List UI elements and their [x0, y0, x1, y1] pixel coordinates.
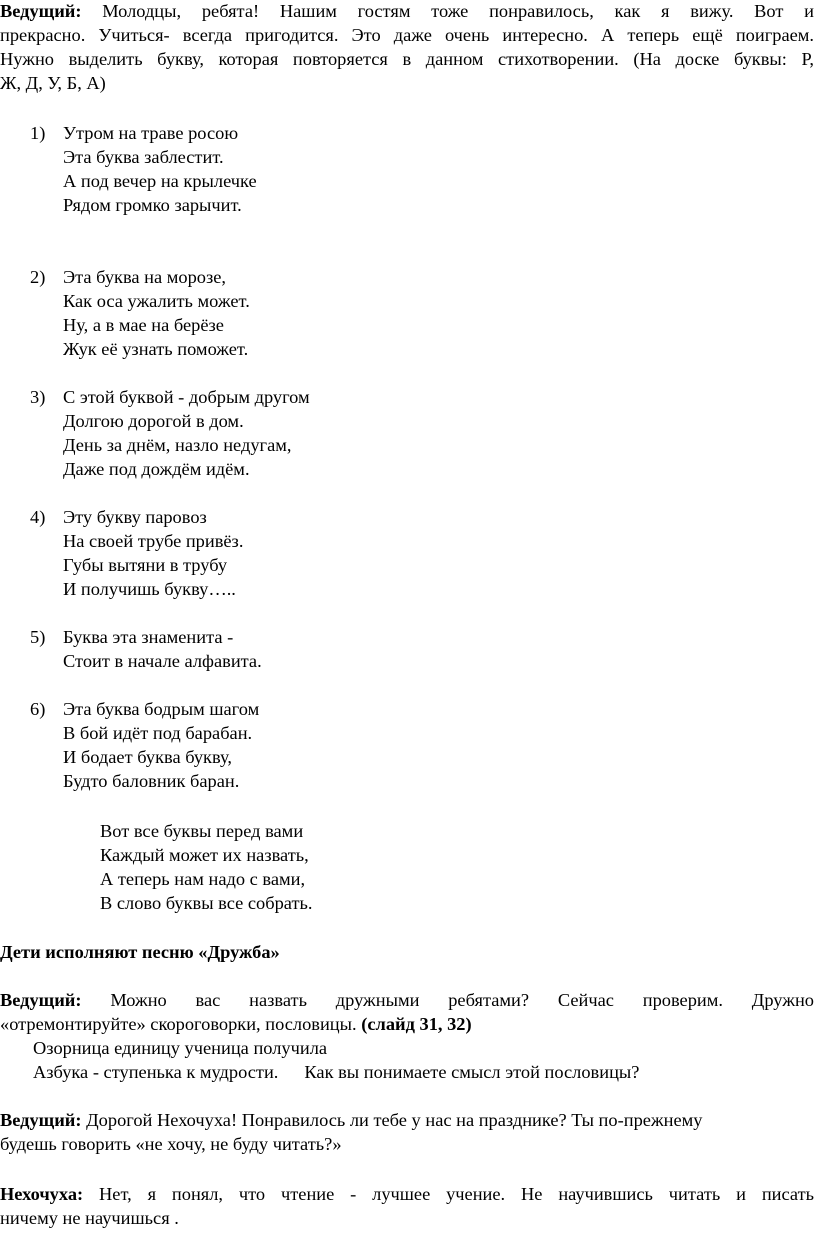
verse-line: В слово буквы все собрать.	[100, 893, 313, 913]
block3-line-1	[0, 1109, 702, 1131]
verse-line: Каждый может их назвать,	[100, 845, 309, 865]
riddle-line: Эту букву паровоз	[63, 507, 207, 527]
intro-line-1	[0, 0, 814, 22]
proverb-2	[33, 1061, 639, 1083]
riddle-line: Рядом громко зарычит.	[63, 195, 242, 215]
block2-text: Можно вас назвать дружными ребятами? Сейчас проверим. Дружно	[110, 990, 814, 1010]
riddle-line: Утром на траве росою	[63, 123, 239, 143]
verse-line: Вот все буквы перед вами	[100, 821, 304, 841]
slide-reference: (слайд 31, 32)	[361, 1014, 472, 1034]
speaker-label: Нехочуха:	[0, 1184, 84, 1204]
speaker-label: Ведущий:	[0, 1, 82, 21]
riddle-line: Жук её узнать поможет.	[63, 339, 249, 359]
riddle-line: Будто баловник баран.	[63, 771, 240, 791]
block2-line-1	[0, 989, 814, 1011]
riddle-line: Стоит в начале алфавита.	[63, 651, 262, 671]
riddle-line: А под вечер на крылечке	[63, 171, 257, 191]
riddle-number: 5)	[30, 627, 46, 647]
riddle-line: Эта буква заблестит.	[63, 147, 224, 167]
riddle-number: 6)	[30, 699, 46, 719]
intro-line-2: прекрасно. Учиться- всегда пригодится. Это даже очень интересно. А теперь ещё поиграем.	[0, 25, 814, 45]
riddle-line: Ну, а в мае на берёзе	[63, 315, 224, 335]
riddle-line: В бой идёт под барабан.	[63, 723, 253, 743]
intro-line-3: Нужно выделить букву, которая повторяется в данном стихотворении. (На доске буквы: Р,	[0, 49, 814, 69]
riddle-line: Эта буква бодрым шагом	[63, 699, 260, 719]
intro-text: Молодцы, ребята! Нашим гостям тоже понравилось, как я вижу. Вот и	[102, 1, 814, 21]
riddle-line: С этой буквой - добрым другом	[63, 387, 310, 407]
block4-text: Нет, я понял, что чтение - лучшее учение. Не научившись читать и писать	[99, 1184, 814, 1204]
verse-line: А теперь нам надо с вами,	[100, 869, 306, 889]
riddle-line: И бодает буква букву,	[63, 747, 232, 767]
speaker-label: Ведущий:	[0, 1110, 82, 1130]
intro-line-4: Ж, Д, У, Б, А)	[0, 73, 106, 93]
proverb-1: Озорница единицу ученица получила	[33, 1038, 328, 1058]
riddle-number: 1)	[30, 123, 46, 143]
block3-line-2: будешь говорить «не хочу, не буду читать?»	[0, 1134, 342, 1154]
speaker-label: Ведущий:	[0, 990, 82, 1010]
block2-text: «отремонтируйте» скороговорки, пословицы.	[0, 1014, 357, 1034]
riddle-number: 4)	[30, 507, 46, 527]
block2-line-2	[0, 1013, 472, 1035]
riddle-line: Даже под дождём идём.	[63, 459, 250, 479]
riddle-line: И получишь букву…..	[63, 579, 236, 599]
riddle-line: Долгою дорогой в дом.	[63, 411, 244, 431]
song-heading: Дети исполняют песню «Дружба»	[0, 942, 280, 962]
block4-line-2: ничему не научишься .	[0, 1208, 179, 1228]
riddle-line: Как оса ужалить может.	[63, 291, 250, 311]
riddle-line: Буква эта знаменита -	[63, 627, 234, 647]
riddle-line: День за днём, назло недугам,	[63, 435, 292, 455]
riddle-line: На своей трубе привёз.	[63, 531, 244, 551]
riddle-line: Эта буква на морозе,	[63, 267, 227, 287]
block3-text: Дорогой Нехочуха! Понравилось ли тебе у нас на празднике? Ты по-прежнему	[86, 1110, 703, 1130]
block4-line-1	[0, 1183, 814, 1205]
proverb-text: Азбука - ступенька к мудрости.	[33, 1062, 279, 1082]
proverb-question: Как вы понимаете смысл этой пословицы?	[304, 1062, 640, 1082]
riddle-line: Губы вытяни в трубу	[63, 555, 228, 575]
riddle-number: 2)	[30, 267, 46, 287]
riddle-number: 3)	[30, 387, 46, 407]
